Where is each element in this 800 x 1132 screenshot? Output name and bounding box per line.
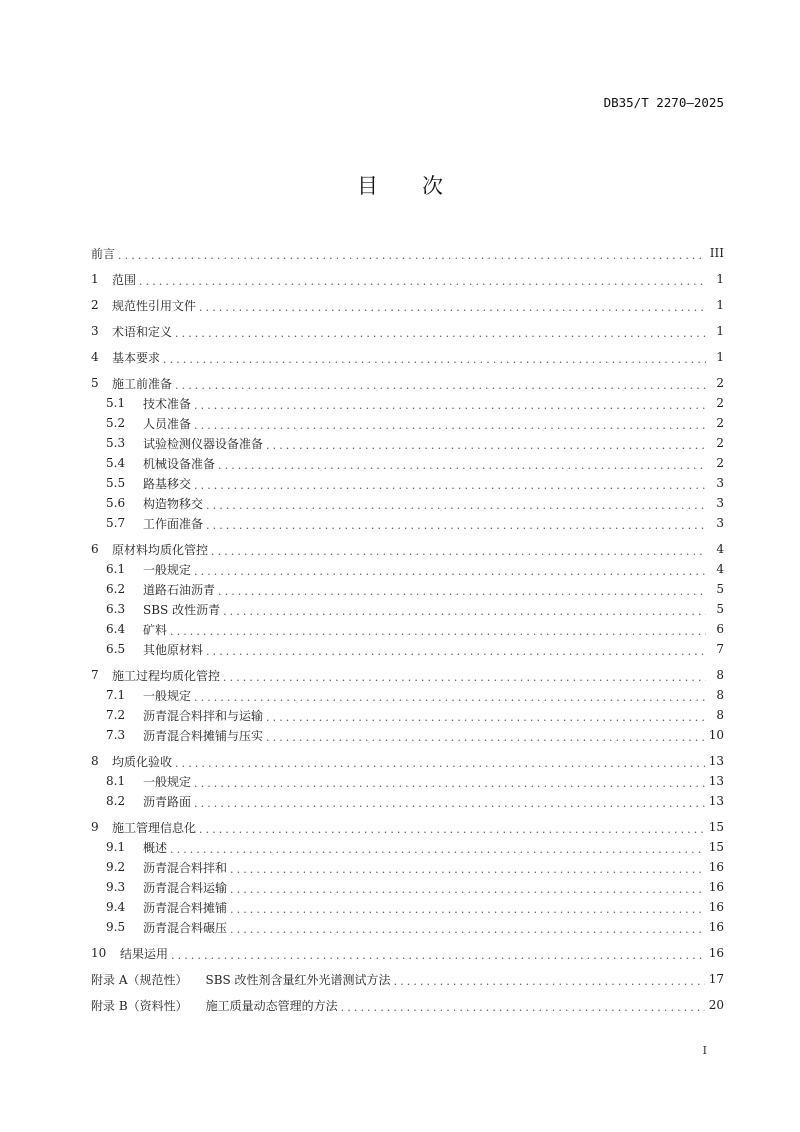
toc-entry-title [91, 621, 167, 638]
dot-leader [218, 585, 706, 598]
dot-leader [170, 625, 706, 638]
toc-entry-label: 构造物移交 [143, 496, 204, 511]
toc-entry-label: 沥青混合料碾压 [143, 920, 228, 935]
toc-entry-page: 16 [708, 860, 724, 874]
toc-entry-label: 概述 [143, 840, 168, 855]
toc-entry-page: 16 [708, 900, 724, 914]
dot-leader [206, 519, 706, 532]
toc-entry[interactable] [91, 725, 724, 745]
dot-leader [194, 565, 706, 578]
toc-entry-title [91, 773, 191, 790]
toc-entry-page: 2 [716, 376, 724, 390]
toc-entry-label: 人员准备 [143, 416, 192, 431]
toc-entry-number: 7.3 [106, 728, 126, 742]
toc-entry-title [91, 793, 191, 810]
toc-entry-title [91, 971, 391, 988]
toc-entry-page: 2 [716, 456, 724, 470]
toc-entry[interactable] [91, 837, 724, 857]
toc-entry-number: 7.2 [106, 708, 126, 722]
toc-entry[interactable] [91, 269, 724, 289]
toc-entry[interactable] [91, 453, 724, 473]
dot-leader [175, 327, 706, 340]
toc-entry[interactable] [91, 493, 724, 513]
toc-entry-title [91, 375, 172, 392]
toc-entry-number: 6.2 [106, 582, 126, 596]
toc-entry-number: 5.3 [106, 436, 126, 450]
toc-entry-page: 2 [716, 416, 724, 430]
toc-entry-title [91, 245, 115, 262]
toc-entry-page: 3 [716, 496, 724, 510]
toc-entry-title [91, 667, 220, 684]
toc-entry-number: 1 [91, 272, 99, 286]
dot-leader [266, 711, 706, 724]
toc-entry-label: 一般规定 [143, 774, 192, 789]
toc-entry-number: 8.1 [106, 774, 126, 788]
toc-entry-title [91, 541, 208, 558]
dot-leader [170, 843, 705, 856]
toc-entry[interactable] [91, 969, 724, 989]
toc-entry[interactable] [91, 817, 724, 837]
toc-entry-label: 规范性引用文件 [112, 298, 197, 313]
title-char-2: 次 [422, 174, 443, 198]
toc-entry[interactable] [91, 539, 724, 559]
dot-leader [211, 545, 706, 558]
toc-entry-label: 施工过程均质化管控 [112, 668, 221, 683]
toc-entry-title [91, 997, 338, 1014]
toc-entry-title [91, 435, 263, 452]
toc-entry-number: 9.1 [106, 840, 126, 854]
toc-entry-title [91, 707, 263, 724]
toc-entry-title [91, 455, 215, 472]
toc-entry-number: 7 [91, 668, 99, 682]
toc-entry-number: 9.2 [106, 860, 126, 874]
toc-entry[interactable] [91, 513, 724, 533]
toc-entry-page: 8 [716, 708, 724, 722]
dot-leader [118, 249, 706, 262]
toc-entry-number: 6 [91, 542, 99, 556]
dot-leader [218, 459, 706, 472]
toc-entry-label: 技术准备 [143, 396, 192, 411]
dot-leader [175, 379, 706, 392]
toc-entry-title [91, 839, 167, 856]
toc-entry-label: 机械设备准备 [143, 456, 216, 471]
toc-entry-label: 沥青混合料摊铺 [143, 900, 228, 915]
toc-entry-label: 矿料 [143, 622, 168, 637]
toc-entry-page: III [709, 246, 724, 260]
dot-leader [230, 863, 705, 876]
footer-page-number: I [702, 1044, 707, 1057]
appendix-tag: 附录 B（资料性） [91, 998, 188, 1013]
toc-entry[interactable] [91, 705, 724, 725]
toc-entry-title [91, 271, 136, 288]
toc-entry[interactable] [91, 579, 724, 599]
toc-entry-title [91, 727, 263, 744]
dot-leader [194, 797, 705, 810]
dot-leader [223, 671, 706, 684]
toc-entry-title [91, 641, 203, 658]
toc-entry-label: 一般规定 [143, 562, 192, 577]
toc-entry-page: 3 [716, 476, 724, 490]
toc-entry-page: 5 [716, 582, 724, 596]
toc-entry-label: 结果运用 [120, 946, 169, 961]
toc-entry[interactable] [91, 619, 724, 639]
toc-entry-number: 9.5 [106, 920, 126, 934]
toc-entry-number: 9 [91, 820, 99, 834]
toc-entry-label: 施工管理信息化 [112, 820, 197, 835]
dot-leader [206, 645, 706, 658]
toc-entry-page: 4 [716, 562, 724, 576]
toc-entry-label: 均质化验收 [112, 754, 173, 769]
toc-entry-title [91, 687, 191, 704]
toc-entry-page: 16 [708, 880, 724, 894]
toc-entry-label: 前言 [91, 246, 116, 261]
toc-entry-label: 沥青路面 [143, 794, 192, 809]
toc-entry[interactable] [91, 373, 724, 393]
toc-entry-number: 4 [91, 350, 99, 364]
toc-entry-number: 8 [91, 754, 99, 768]
toc-entry-title [91, 475, 191, 492]
toc-entry[interactable] [91, 559, 724, 579]
toc-entry-page: 1 [716, 272, 724, 286]
toc-entry-page: 16 [708, 920, 724, 934]
toc-entry-label: 其他原材料 [143, 642, 204, 657]
toc-entry-title [91, 561, 191, 578]
toc-entry-title [91, 581, 215, 598]
dot-leader [230, 923, 705, 936]
dot-leader [199, 301, 706, 314]
table-of-contents [91, 243, 724, 1015]
toc-entry-number: 5.2 [106, 416, 126, 430]
toc-entry-label: SBS 改性剂含量红外光谱测试方法 [205, 972, 391, 987]
toc-entry-page: 10 [708, 728, 724, 742]
toc-entry-page: 16 [708, 946, 724, 960]
toc-entry-number: 7.1 [106, 688, 126, 702]
dot-leader [194, 419, 706, 432]
toc-entry[interactable] [91, 995, 724, 1015]
toc-entry-page: 8 [716, 688, 724, 702]
toc-entry-label: 术语和定义 [112, 324, 173, 339]
dot-leader [194, 691, 706, 704]
toc-entry-number: 10 [91, 946, 107, 960]
toc-entry-title [91, 601, 220, 618]
toc-entry[interactable] [91, 791, 724, 811]
toc-entry-number: 9.3 [106, 880, 126, 894]
dot-leader [163, 353, 706, 366]
toc-entry-page: 6 [716, 622, 724, 636]
toc-entry-label: 道路石油沥青 [143, 582, 216, 597]
toc-entry-label: 基本要求 [112, 350, 161, 365]
toc-entry-title [91, 899, 227, 916]
toc-entry-number: 5 [91, 376, 99, 390]
toc-entry-number: 6.1 [106, 562, 126, 576]
document-code: DB35/T 2270—2025 [603, 95, 724, 110]
toc-entry-title [91, 323, 172, 340]
toc-entry-page: 15 [708, 840, 724, 854]
toc-entry-label: 沥青混合料拌和与运输 [143, 708, 264, 723]
toc-entry[interactable] [91, 917, 724, 937]
dot-leader [139, 275, 706, 288]
dot-leader [266, 439, 706, 452]
toc-entry-page: 13 [708, 774, 724, 788]
toc-entry-number: 6.5 [106, 642, 126, 656]
toc-entry-page: 1 [716, 324, 724, 338]
toc-entry-label: 施工前准备 [112, 376, 173, 391]
dot-leader [194, 399, 706, 412]
dot-leader [223, 605, 706, 618]
toc-entry[interactable] [91, 639, 724, 659]
toc-entry-title [91, 945, 168, 962]
dot-leader [194, 777, 705, 790]
toc-entry-number: 5.4 [106, 456, 126, 470]
dot-leader [230, 903, 705, 916]
toc-entry-number: 9.4 [106, 900, 126, 914]
toc-entry-page: 3 [716, 516, 724, 530]
dot-leader [199, 823, 705, 836]
toc-entry[interactable] [91, 599, 724, 619]
toc-entry[interactable] [91, 321, 724, 341]
dot-leader [171, 949, 705, 962]
dot-leader [394, 975, 705, 988]
toc-entry-page: 4 [716, 542, 724, 556]
dot-leader [206, 499, 706, 512]
toc-entry-number: 5.1 [106, 396, 126, 410]
title-char-1: 目 [357, 174, 378, 198]
toc-entry-page: 20 [708, 998, 724, 1012]
toc-entry-label: 施工质量动态管理的方法 [205, 998, 338, 1013]
appendix-tag: 附录 A（规范性） [91, 972, 188, 987]
toc-entry[interactable] [91, 413, 724, 433]
toc-entry-label: 沥青混合料摊铺与压实 [143, 728, 264, 743]
toc-entry[interactable] [91, 473, 724, 493]
toc-entry-page: 15 [708, 820, 724, 834]
dot-leader [266, 731, 705, 744]
toc-entry-label: 试验检测仪器设备准备 [143, 436, 264, 451]
toc-entry[interactable] [91, 685, 724, 705]
toc-entry[interactable] [91, 393, 724, 413]
toc-entry[interactable] [91, 433, 724, 453]
toc-entry-title [91, 753, 172, 770]
toc-entry-page: 1 [716, 298, 724, 312]
toc-entry[interactable] [91, 347, 724, 367]
toc-entry-page: 8 [716, 668, 724, 682]
toc-entry-title [91, 859, 227, 876]
toc-entry-page: 1 [716, 350, 724, 364]
toc-entry-label: 范围 [112, 272, 137, 287]
toc-entry[interactable] [91, 665, 724, 685]
toc-entry[interactable] [91, 751, 724, 771]
toc-entry-number: 5.5 [106, 476, 126, 490]
toc-entry-page: 7 [716, 642, 724, 656]
toc-entry[interactable] [91, 243, 724, 263]
toc-entry-page: 13 [708, 754, 724, 768]
toc-entry-title [91, 297, 196, 314]
toc-entry[interactable] [91, 295, 724, 315]
toc-entry-label: 沥青混合料运输 [143, 880, 228, 895]
toc-entry-title [91, 919, 227, 936]
dot-leader [194, 479, 706, 492]
toc-entry-title [91, 819, 196, 836]
toc-entry[interactable] [91, 877, 724, 897]
toc-entry-title [91, 349, 160, 366]
toc-entry-label: SBS 改性沥青 [143, 602, 221, 617]
toc-entry-label: 原材料均质化管控 [112, 542, 209, 557]
toc-entry-page: 13 [708, 794, 724, 808]
toc-entry-title [91, 515, 203, 532]
toc-entry-title [91, 395, 191, 412]
toc-entry-label: 路基移交 [143, 476, 192, 491]
toc-entry-title [91, 879, 227, 896]
toc-entry-title [91, 495, 203, 512]
page-title [0, 170, 800, 200]
toc-entry-number: 5.6 [106, 496, 126, 510]
toc-entry-page: 2 [716, 436, 724, 450]
toc-entry[interactable] [91, 857, 724, 877]
toc-entry-page: 2 [716, 396, 724, 410]
toc-entry-number: 3 [91, 324, 99, 338]
dot-leader [230, 883, 705, 896]
toc-entry-number: 6.3 [106, 602, 126, 616]
dot-leader [341, 1001, 705, 1014]
toc-entry-page: 5 [716, 602, 724, 616]
toc-entry-label: 沥青混合料拌和 [143, 860, 228, 875]
toc-entry[interactable] [91, 897, 724, 917]
dot-leader [175, 757, 705, 770]
toc-entry[interactable] [91, 943, 724, 963]
toc-entry-number: 2 [91, 298, 99, 312]
toc-entry-number: 5.7 [106, 516, 126, 530]
toc-entry-number: 8.2 [106, 794, 126, 808]
toc-entry-number: 6.4 [106, 622, 126, 636]
toc-entry-title [91, 415, 191, 432]
toc-entry[interactable] [91, 771, 724, 791]
toc-entry-page: 17 [708, 972, 724, 986]
toc-entry-label: 工作面准备 [143, 516, 204, 531]
toc-entry-label: 一般规定 [143, 688, 192, 703]
